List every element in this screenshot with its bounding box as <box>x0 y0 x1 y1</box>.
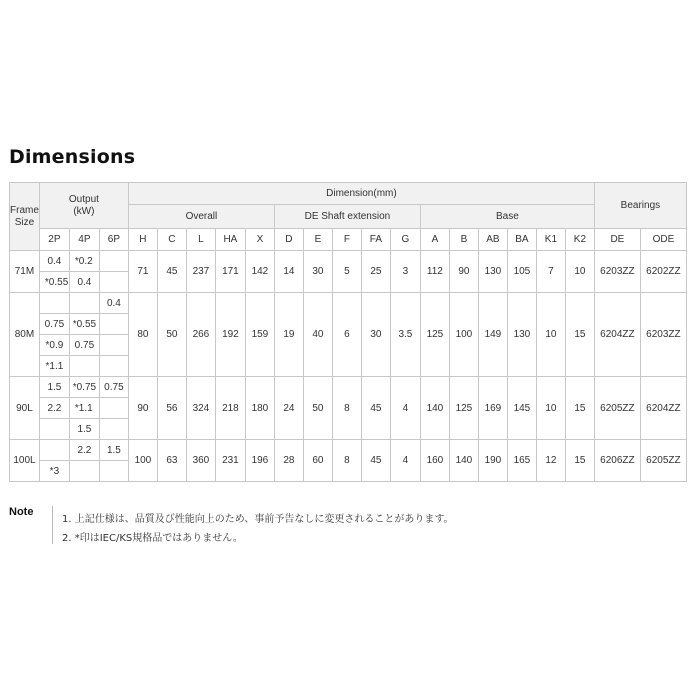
output-cell: 0.75 <box>69 335 99 356</box>
frame-cell: 71M <box>10 251 40 293</box>
dim-cell: 45 <box>157 251 186 293</box>
output-cell <box>39 419 69 440</box>
table-row <box>10 251 687 272</box>
bearing-de-cell: 6204ZZ <box>594 293 640 377</box>
note-line-1: 1. 上記仕様は、品質及び性能向上のため、事前予告なしに変更されることがあります。 <box>62 514 454 525</box>
output-cell: 2.2 <box>39 398 69 419</box>
dim-cell: 28 <box>274 440 303 482</box>
dim-cell: 56 <box>157 377 186 440</box>
output-cell <box>69 293 99 314</box>
dim-cell: 15 <box>565 440 594 482</box>
output-cell: 0.4 <box>39 251 69 272</box>
dim-cell: 140 <box>449 440 478 482</box>
dim-cell: 50 <box>157 293 186 377</box>
dim-cell: 360 <box>186 440 215 482</box>
dim-cell: 3.5 <box>390 293 420 377</box>
table-row <box>10 440 687 461</box>
col-header-g: G <box>390 229 420 251</box>
col-header-6p: 6P <box>99 229 128 251</box>
output-cell <box>99 272 128 293</box>
dim-cell: 40 <box>303 293 332 377</box>
col-header-f: F <box>332 229 361 251</box>
dim-cell: 19 <box>274 293 303 377</box>
output-header-line2: (kW) <box>73 205 95 217</box>
dim-cell: 237 <box>186 251 215 293</box>
dim-cell: 71 <box>128 251 157 293</box>
note-divider <box>52 506 53 544</box>
dimensions-table <box>9 182 687 482</box>
bearing-ode-cell: 6202ZZ <box>640 251 686 293</box>
dim-cell: 180 <box>245 377 274 440</box>
output-cell <box>39 293 69 314</box>
dim-cell: 3 <box>390 251 420 293</box>
col-header-h: H <box>128 229 157 251</box>
dim-cell: 10 <box>536 293 565 377</box>
table-row <box>10 293 687 314</box>
bearing-ode-cell: 6203ZZ <box>640 293 686 377</box>
dim-cell: 4 <box>390 377 420 440</box>
dim-cell: 130 <box>478 251 507 293</box>
output-cell: *0.75 <box>69 377 99 398</box>
dim-cell: 50 <box>303 377 332 440</box>
col-header-b: B <box>449 229 478 251</box>
output-header-line1: Output <box>68 193 99 205</box>
output-cell: *1.1 <box>69 398 99 419</box>
col-header-d: D <box>274 229 303 251</box>
note-label: Note <box>9 506 34 518</box>
output-cell: 1.5 <box>99 440 128 461</box>
col-header-ode: ODE <box>640 229 686 251</box>
col-header-de: DE <box>594 229 640 251</box>
frame-cell: 90L <box>10 377 40 440</box>
dim-cell: 100 <box>128 440 157 482</box>
base-header: Base <box>420 205 594 229</box>
frame-size-header-line1: Frame <box>10 204 39 216</box>
dim-cell: 8 <box>332 440 361 482</box>
page-title: Dimensions <box>9 146 136 168</box>
col-header-c: C <box>157 229 186 251</box>
dim-cell: 149 <box>478 293 507 377</box>
frame-cell: 80M <box>10 293 40 377</box>
output-cell <box>39 440 69 461</box>
dim-cell: 10 <box>536 377 565 440</box>
dim-cell: 231 <box>215 440 245 482</box>
dim-cell: 7 <box>536 251 565 293</box>
dim-cell: 142 <box>245 251 274 293</box>
table-row <box>10 377 687 398</box>
output-cell <box>99 356 128 377</box>
output-cell <box>69 461 99 482</box>
dim-cell: 90 <box>128 377 157 440</box>
output-cell: *0.2 <box>69 251 99 272</box>
dim-cell: 190 <box>478 440 507 482</box>
dim-cell: 15 <box>565 377 594 440</box>
note-line-2: 2. *印はIEC/KS規格品ではありません。 <box>62 533 243 544</box>
dim-cell: 4 <box>390 440 420 482</box>
col-header-e: E <box>303 229 332 251</box>
dim-cell: 14 <box>274 251 303 293</box>
dim-cell: 45 <box>361 377 390 440</box>
dim-cell: 80 <box>128 293 157 377</box>
dim-cell: 6 <box>332 293 361 377</box>
dim-cell: 100 <box>449 293 478 377</box>
dim-cell: 10 <box>565 251 594 293</box>
output-cell <box>99 419 128 440</box>
output-cell <box>99 461 128 482</box>
output-cell: 0.75 <box>99 377 128 398</box>
dim-cell: 324 <box>186 377 215 440</box>
output-cell <box>99 398 128 419</box>
output-cell: 0.4 <box>69 272 99 293</box>
bearing-ode-cell: 6205ZZ <box>640 440 686 482</box>
dim-cell: 130 <box>507 293 536 377</box>
dim-cell: 25 <box>361 251 390 293</box>
dim-cell: 171 <box>215 251 245 293</box>
output-cell: *0.9 <box>39 335 69 356</box>
dim-cell: 145 <box>507 377 536 440</box>
dim-cell: 63 <box>157 440 186 482</box>
output-cell: 0.75 <box>39 314 69 335</box>
dim-cell: 45 <box>361 440 390 482</box>
frame-cell: 100L <box>10 440 40 482</box>
bearings-header: Bearings <box>594 183 686 229</box>
col-header-l: L <box>186 229 215 251</box>
bearing-de-cell: 6205ZZ <box>594 377 640 440</box>
dim-cell: 125 <box>420 293 449 377</box>
bearing-de-cell: 6206ZZ <box>594 440 640 482</box>
dim-cell: 125 <box>449 377 478 440</box>
bearing-de-cell: 6203ZZ <box>594 251 640 293</box>
dim-cell: 160 <box>420 440 449 482</box>
overall-header: Overall <box>128 205 274 229</box>
dim-cell: 30 <box>361 293 390 377</box>
frame-size-header-line2: Size <box>14 216 35 228</box>
dim-cell: 112 <box>420 251 449 293</box>
frame-size-header <box>10 183 40 251</box>
bearing-ode-cell: 6204ZZ <box>640 377 686 440</box>
dim-cell: 12 <box>536 440 565 482</box>
dim-cell: 30 <box>303 251 332 293</box>
output-cell <box>99 251 128 272</box>
dim-cell: 169 <box>478 377 507 440</box>
col-header-a: A <box>420 229 449 251</box>
dim-cell: 159 <box>245 293 274 377</box>
output-cell: *0.55 <box>39 272 69 293</box>
output-cell: 0.4 <box>99 293 128 314</box>
col-header-fa: FA <box>361 229 390 251</box>
col-header-4p: 4P <box>69 229 99 251</box>
output-cell: 1.5 <box>39 377 69 398</box>
dim-cell: 140 <box>420 377 449 440</box>
output-header <box>39 183 128 229</box>
col-header-k1: K1 <box>536 229 565 251</box>
dim-cell: 105 <box>507 251 536 293</box>
output-cell: *3 <box>39 461 69 482</box>
dim-cell: 24 <box>274 377 303 440</box>
output-cell: 2.2 <box>69 440 99 461</box>
col-header-2p: 2P <box>39 229 69 251</box>
col-header-ba: BA <box>507 229 536 251</box>
output-cell <box>99 314 128 335</box>
dim-cell: 266 <box>186 293 215 377</box>
dim-cell: 15 <box>565 293 594 377</box>
dimension-header: Dimension(mm) <box>128 183 594 205</box>
dim-cell: 90 <box>449 251 478 293</box>
dim-cell: 192 <box>215 293 245 377</box>
output-cell: *1.1 <box>39 356 69 377</box>
dim-cell: 60 <box>303 440 332 482</box>
output-cell <box>69 356 99 377</box>
dim-cell: 218 <box>215 377 245 440</box>
dim-cell: 165 <box>507 440 536 482</box>
col-header-k2: K2 <box>565 229 594 251</box>
col-header-x: X <box>245 229 274 251</box>
col-header-ha: HA <box>215 229 245 251</box>
output-cell: *0.55 <box>69 314 99 335</box>
output-cell <box>99 335 128 356</box>
col-header-ab: AB <box>478 229 507 251</box>
dim-cell: 8 <box>332 377 361 440</box>
dim-cell: 196 <box>245 440 274 482</box>
de-shaft-header: DE Shaft extension <box>274 205 420 229</box>
dim-cell: 5 <box>332 251 361 293</box>
output-cell: 1.5 <box>69 419 99 440</box>
